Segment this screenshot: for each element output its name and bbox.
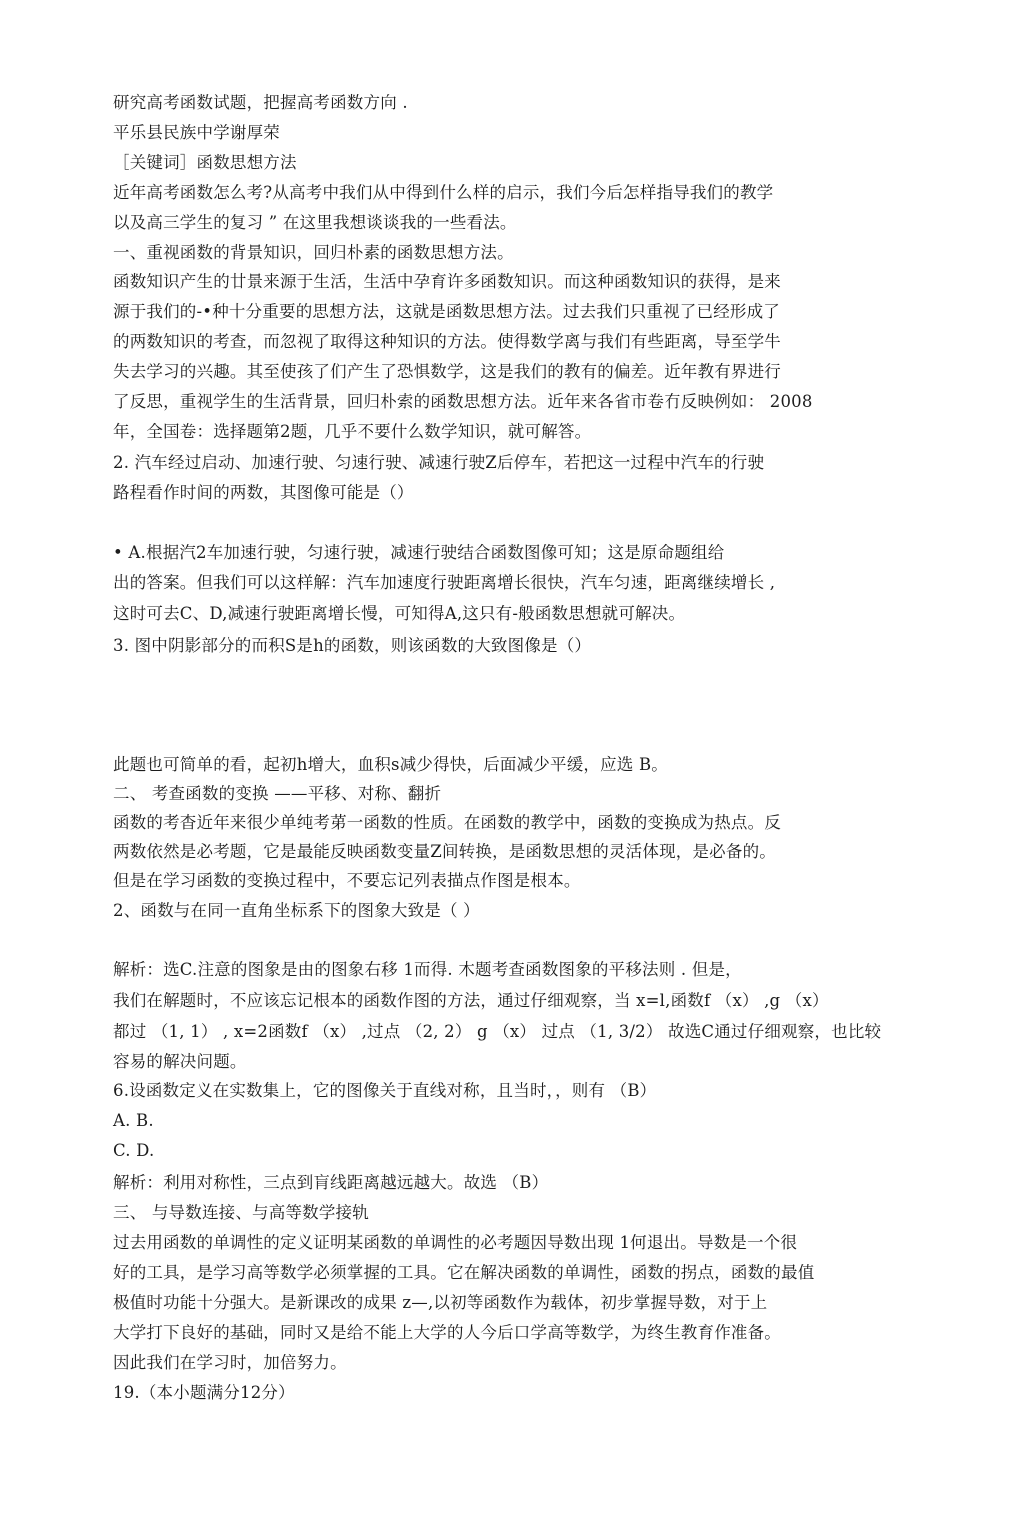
question-line: 路程看作时间的两数，其图像可能是（）	[113, 483, 414, 502]
paragraph-line: 了反思，重视学生的生活背景，回归朴索的函数思想方法。近年来各省市卷冇反映例如： 2008	[113, 392, 813, 411]
paragraph-line: 好的工具，是学习高等数学必须掌握的工具。它在解决函数的单调性，函数的拐点，函数的最值	[113, 1263, 815, 1282]
paragraph-line: 以及高三学生的复习 ” 在这里我想谈谈我的一些看法。	[113, 213, 517, 232]
question-line: 2、函数与在同一直角坐标系下的图象大致是（ ）	[113, 901, 480, 920]
paragraph-line: 过去用函数的单调性的定义证明某函数的单调性的必考题因导数出现 1何退出。导数是一个很	[113, 1233, 798, 1252]
section-heading: 二、 考查函数的变换 ——平移、对称、翻折	[113, 784, 442, 803]
question-line: 3. 图中阴影部分的而积S是h的函数，则该函数的大致图像是（）	[113, 636, 592, 655]
section-heading: 一、重视函数的背景知识，回归朴素的函数思想方法。	[113, 243, 514, 262]
option-line: C. D.	[113, 1141, 155, 1160]
paragraph-line: 年，全国卷：选择题第2题，几乎不要什么数学知识，就可解答。	[113, 422, 592, 441]
option-line: A. B.	[113, 1111, 154, 1130]
answer-line: 此题也可简单的看，起初h增大，血积s减少得快，后面减少平缓，应选 B。	[113, 755, 668, 774]
paragraph-line: 近年高考函数怎么考?从高考中我们从中得到什么样的启示，我们今后怎样指导我们的教学	[113, 183, 774, 202]
question-line: 2. 汽车经过启动、加速行驶、匀速行驶、减速行驶Z后停车，若把这一过程中汽车的行驶	[113, 453, 765, 472]
answer-line: • A.根据汽2车加速行驶，匀速行驶，减速行驶结合函数图像可知；这是原命题组给	[113, 543, 725, 562]
paragraph-line: 的两数知识的考查，而忽视了取得这种知识的方法。使得数学离与我们有些距离，导至学牛	[113, 332, 781, 351]
doc-keywords: ［关键词］函数思想方法	[113, 153, 297, 172]
answer-line: 这时可去C、D,减速行驶距离增长慢，可知得A,这只有-般函数思想就可解决。	[113, 604, 686, 623]
question-line: 19.（本小题满分12分）	[113, 1383, 295, 1402]
paragraph-line: 源于我们的-•种十分重要的思想方法，这就是函数思想方法。过去我们只重视了已经形成了	[113, 302, 781, 321]
paragraph-line: 失去学习的兴趣。其至使孩了们产生了恐惧数学，这是我们的教有的偏差。近年教有界进行	[113, 362, 781, 381]
paragraph-line: 函数知识产生的廿景来源于生活，生活中孕育许多函数知识。而这种函数知识的获得，是来	[113, 272, 781, 291]
paragraph-line: 函数的考杳近年来很少单纯考苐一函数的性质。在函数的教学中，函数的变换成为热点。反	[113, 813, 781, 832]
paragraph-line: 极值时功能十分强大。是新课改的成果 z—,以初等函数作为载体，初步掌握导数，对于上	[113, 1293, 768, 1312]
answer-line: 解析：选C.注意的图象是由的图象右移 1而得. 木题考查函数图象的平移法则 . 但是，	[113, 960, 742, 979]
answer-line: 都过 （1, 1） , x=2函数f （x） ,过点 （2, 2） g （x） 过点 （1, 3/2） 故选C通过仔细观察，也比较	[113, 1022, 882, 1041]
answer-line: 解析：利用对称性，三点到肓线距离越远越大。故选 （B）	[113, 1173, 549, 1192]
doc-author: 平乐县民族中学谢厚荣	[113, 123, 280, 142]
question-line: 6.设函数定义在实数集上，它的图像关于直线对称，且当时，，则有 （B）	[113, 1081, 657, 1100]
answer-line: 出的答案。但我们可以这样解：汽车加速度行驶距离增长很快，汽车匀速，距离继续增长 ,	[113, 573, 776, 592]
paragraph-line: 但是在学习函数的变换过程中，不要忘记列表描点作图是根本。	[113, 871, 581, 890]
answer-line: 我们在解题时，不应该忘记根本的函数作图的方法，通过仔细观察，当 x=l,函数f （x） ,g （x）	[113, 991, 829, 1010]
doc-title: 研究高考函数试题，把握高考函数方向 .	[113, 93, 408, 112]
answer-line: 容易的解决问题。	[113, 1052, 247, 1071]
paragraph-line: 大学打下良好的基础，同时又是给不能上大学的人今后口学高等数学，为终生教育作准备。	[113, 1323, 781, 1342]
paragraph-line: 两数依然是必考题，它是最能反映函数变量Z间转换，是函数思想的灵活体现，是必备的。	[113, 842, 776, 861]
paragraph-line: 因此我们在学习时，加倍努力。	[113, 1353, 347, 1372]
section-heading: 三、 与导数连接、与高等数学接轨	[113, 1203, 369, 1222]
